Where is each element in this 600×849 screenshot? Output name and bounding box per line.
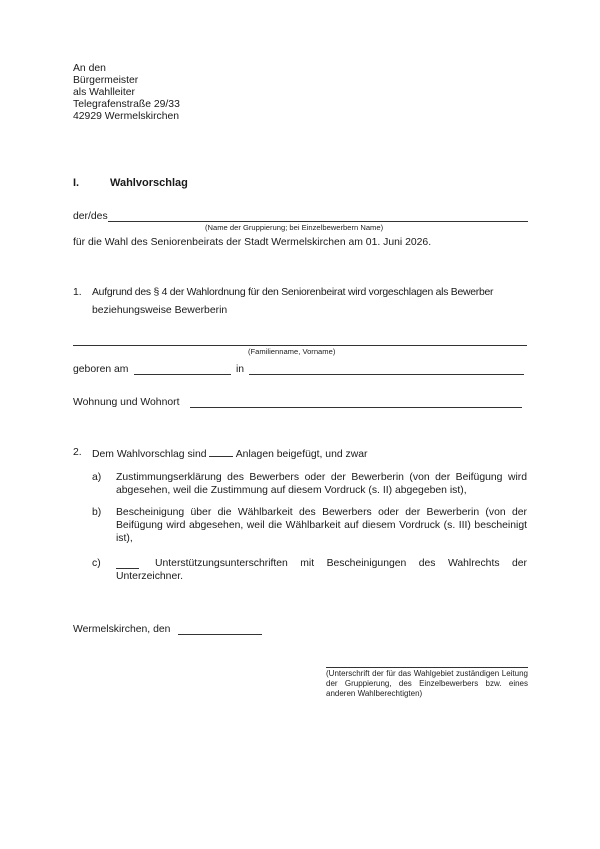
address-line: als Wahlleiter (73, 87, 135, 98)
address-line: An den (73, 63, 106, 74)
born-in-label: in (236, 364, 245, 375)
group-label: der/des (73, 211, 108, 222)
section-title: Wahlvorschlag (110, 177, 188, 189)
item2-number: 2. (73, 447, 82, 458)
attachments-count-field[interactable] (209, 446, 233, 457)
birth-date-field[interactable] (134, 374, 231, 375)
address-line: Bürgermeister (73, 75, 139, 86)
sub-item-a-text: Zustimmungserklärung des Bewerbers oder der Bewerberin (von der Beifügung wird abgesehen, weil die Zustimmung auf diesem Vordruck (s. II) abgegeben ist), (116, 472, 527, 496)
item2-text (92, 446, 367, 461)
sub-item-c-text: Unterstützungsunterschriften mit Bescheinigungen des Wahlrechts der Unterzeichner. (116, 558, 527, 582)
residence-label: Wohnung und Wohnort (73, 397, 180, 408)
birth-place-field[interactable] (249, 374, 524, 375)
section-number: I. (73, 177, 80, 189)
signature-field[interactable] (326, 667, 528, 668)
sub-item-b-text: Bescheinigung über die Wählbarkeit des Bewerbers oder der Bewerberin (von der Beifügung wird abgesehen, weil die Wählbarkeit auf diesem Vordruck (s. III) bescheinigt ist), (116, 507, 527, 544)
candidate-name-hint: (Familienname, Vorname) (248, 347, 336, 356)
sub-item-c-letter: c) (92, 558, 101, 569)
candidate-name-field[interactable] (73, 345, 527, 346)
date-field[interactable] (178, 634, 262, 635)
address-line: 42929 Wermelskirchen (73, 111, 180, 122)
address-line: Telegrafenstraße 29/33 (73, 99, 180, 110)
signature-caption: (Unterschrift der für das Wahlgebiet zuständigen Leitung der Gruppierung, des Einzelbewerbers bzw. eines anderen Wahlberechtigten) (326, 669, 528, 698)
item2-text-after: Anlagen beigefügt, und zwar (235, 449, 368, 460)
sub-item-a-letter: a) (92, 472, 102, 483)
item1-number: 1. (73, 287, 82, 298)
group-name-field[interactable] (108, 221, 528, 222)
born-label: geboren am (73, 364, 129, 375)
item1-text-line1: Aufgrund des § 4 der Wahlordnung für den Seniorenbeirat wird vorgeschlagen als Bewerber (92, 287, 494, 298)
place-date-label: Wermelskirchen, den (73, 624, 171, 635)
group-name-hint: (Name der Gruppierung; bei Einzelbewerbern Name) (205, 223, 384, 232)
item2-text-before: Dem Wahlvorschlag sind (92, 449, 207, 460)
election-text: für die Wahl des Seniorenbeirats der Stadt Wermelskirchen am 01. Juni 2026. (73, 237, 432, 248)
residence-field[interactable] (190, 407, 522, 408)
item1-text-line2: beziehungsweise Bewerberin (92, 305, 228, 316)
sub-item-b-letter: b) (92, 507, 102, 518)
